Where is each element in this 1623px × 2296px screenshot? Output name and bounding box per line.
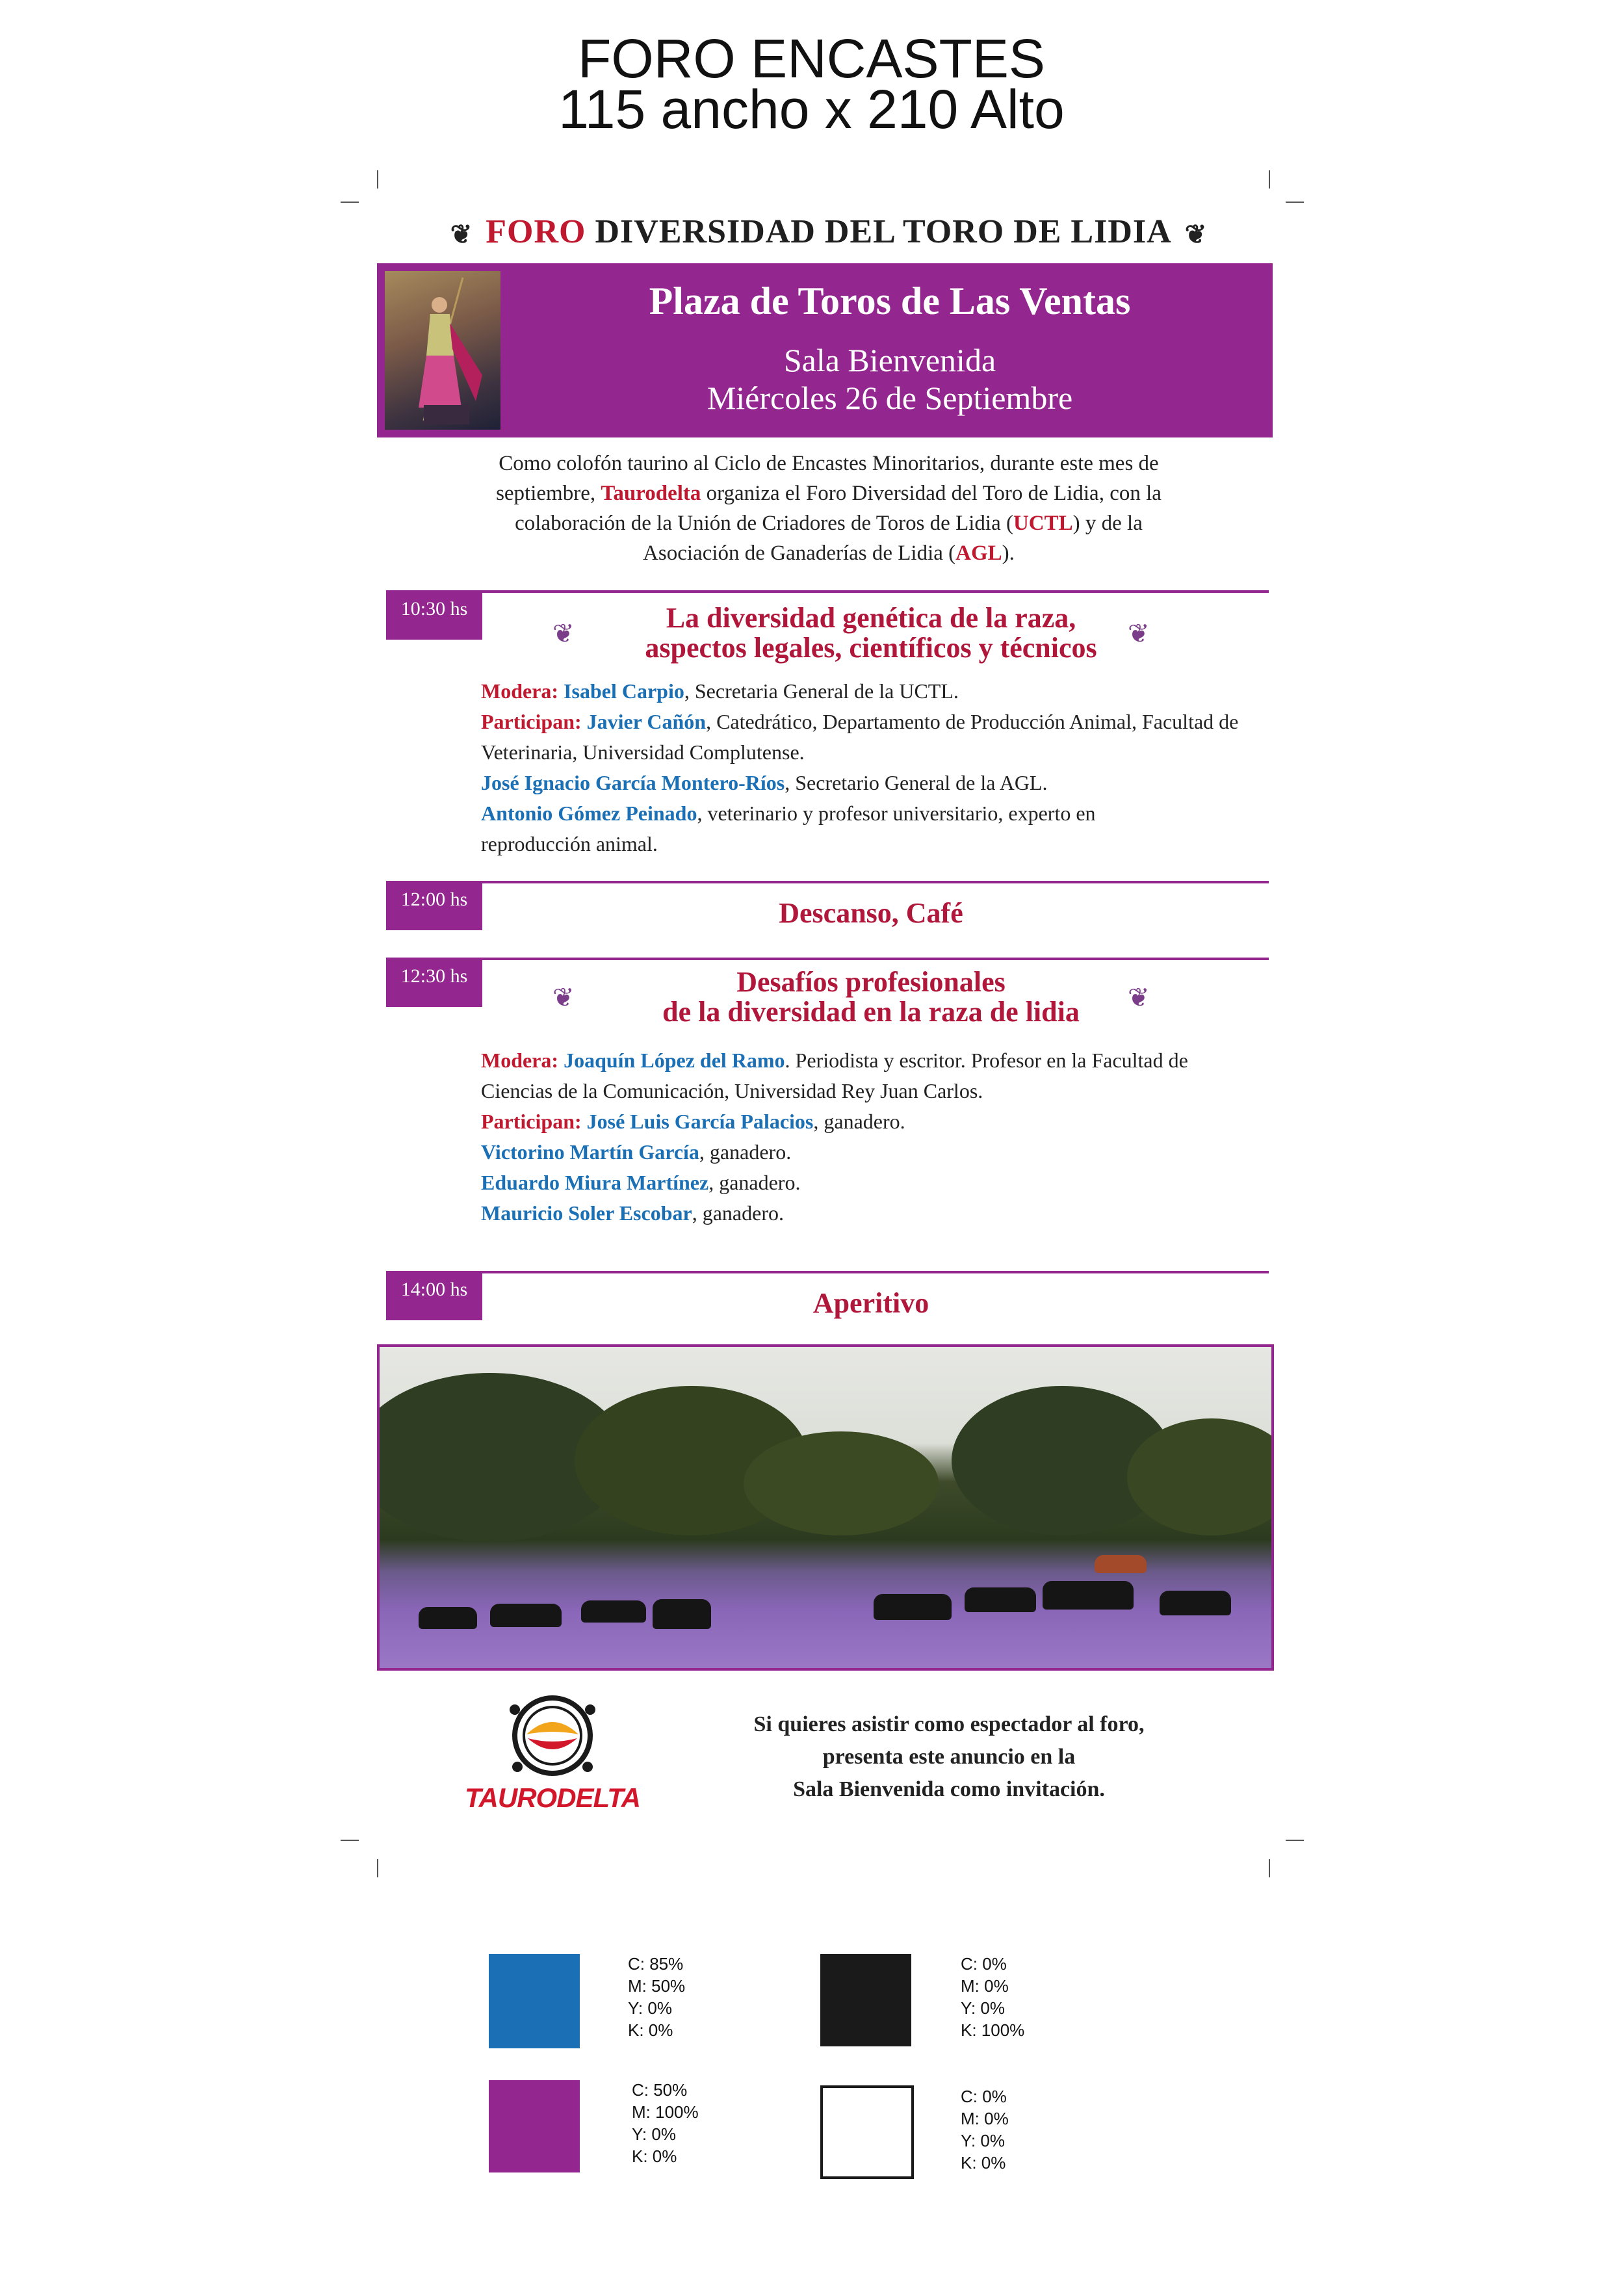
crop-mark	[1269, 170, 1270, 189]
logo-emblem-icon	[455, 1690, 650, 1788]
speaker-name: Isabel Carpio	[564, 679, 684, 703]
swatch-blue	[489, 1954, 580, 2048]
swatch-blue-label: C: 85% M: 50% Y: 0% K: 0%	[628, 1954, 686, 2040]
session2-time: 12:30 hs	[386, 958, 482, 1007]
session2-title-line1: Desafíos profesionales	[736, 966, 1006, 998]
speaker-name: Mauricio Soler Escobar	[481, 1201, 692, 1225]
brand-name: Taurodelta	[601, 482, 701, 505]
session1-title-line2: aspectos legales, científicos y técnicos	[645, 632, 1097, 664]
speaker-name: Javier Cañón	[586, 710, 707, 733]
foro-title	[377, 209, 1280, 255]
invitation-line: Si quieres asistir como espectador al foro,	[753, 1712, 1145, 1736]
bull	[653, 1607, 711, 1629]
bull	[1160, 1591, 1231, 1615]
speaker-name: Victorino Martín García	[481, 1140, 699, 1164]
moderator-label: Modera:	[481, 1049, 559, 1072]
speaker-name: Antonio Gómez Peinado	[481, 802, 697, 825]
flourish-icon: ❦	[1128, 983, 1150, 1012]
speaker-role: , ganadero.	[699, 1140, 792, 1164]
invitation-line: presenta este anuncio en la	[822, 1745, 1076, 1769]
session2-title	[546, 967, 1196, 1027]
crop-mark	[1286, 202, 1304, 203]
logo-text: TAURODELTA	[465, 1782, 640, 1813]
torero-figure	[385, 271, 500, 430]
intro-paragraph	[468, 449, 1189, 568]
swatch-white-label: C: 0% M: 0% Y: 0% K: 0%	[961, 2087, 1009, 2172]
bull	[1095, 1555, 1147, 1573]
session2-title-line2: de la diversidad en la raza de lidia	[662, 996, 1080, 1028]
participants-label: Participan:	[481, 710, 582, 733]
foro-title-rest: DIVERSIDAD DEL TORO DE LIDIA	[595, 213, 1172, 250]
ornament-icon: ❦	[1184, 220, 1208, 250]
bull	[419, 1607, 477, 1629]
crop-mark	[377, 1859, 378, 1877]
speaker-role: , ganadero.	[813, 1110, 905, 1133]
moderator-line	[481, 1045, 1248, 1106]
participant-line	[481, 768, 1248, 798]
break1-time: 12:00 hs	[386, 881, 482, 930]
crop-mark	[1286, 1840, 1304, 1841]
uctl-acronym: UCTL	[1013, 512, 1073, 535]
section-divider	[482, 958, 1269, 960]
participant-line	[481, 1168, 1248, 1198]
speaker-name: José Luis García Palacios	[586, 1110, 814, 1133]
banner-title: Plaza de Toros de Las Ventas	[649, 280, 1131, 322]
swatch-white	[820, 2085, 914, 2179]
invitation-text	[676, 1708, 1222, 1806]
bull	[581, 1600, 646, 1623]
section-divider	[482, 590, 1269, 593]
invitation-line: Sala Bienvenida como invitación.	[793, 1777, 1105, 1801]
swatch-black	[820, 1954, 911, 2046]
participants-label: Participan:	[481, 1110, 582, 1133]
participant-line	[481, 1106, 1248, 1137]
participant-line	[481, 707, 1248, 768]
bull	[965, 1587, 1036, 1612]
session1-title	[546, 603, 1196, 663]
crop-mark	[341, 202, 359, 203]
bull	[490, 1604, 562, 1627]
crop-mark	[377, 170, 378, 189]
speaker-role: , Catedrático, Departamento de Producción Animal, Facultad de Veterinaria, Universidad Complutense.	[481, 710, 1239, 764]
intro-text: Como colofón taurino al Ciclo de Encastes Minoritarios, durante este mes de septiembre,	[496, 452, 1159, 505]
crop-mark	[1269, 1859, 1270, 1877]
swatch-purple-label: C: 50% M: 100% Y: 0% K: 0%	[632, 2080, 699, 2166]
moderator-label: Modera:	[481, 679, 559, 703]
participant-line	[481, 1198, 1248, 1229]
session1-speakers	[481, 676, 1248, 859]
intro-text: organiza el Foro Diversidad del Toro de Lidia, con la colaboración de la Unión de Criadores de Toros de Lidia (	[515, 482, 1162, 535]
tree	[744, 1431, 939, 1535]
banner-room: Sala Bienvenida	[783, 342, 996, 378]
taurodelta-logo	[455, 1690, 650, 1827]
flourish-icon: ❦	[552, 983, 575, 1012]
participant-line	[481, 1137, 1248, 1168]
break2-title: Aperitivo	[812, 1287, 929, 1319]
session1-title-line1: La diversidad genética de la raza,	[666, 602, 1076, 634]
pasture-photo	[377, 1344, 1274, 1671]
foro-title-prefix: FORO	[486, 213, 586, 250]
agl-acronym: AGL	[955, 541, 1002, 565]
venue-banner	[377, 263, 1273, 437]
participant-line	[481, 798, 1176, 859]
speaker-role: , Secretaria General de la UCTL.	[684, 679, 959, 703]
intro-text: ) y de la Asociación de Ganaderías de Lidia (	[643, 512, 1143, 565]
swatch-purple	[489, 2080, 580, 2172]
intro-text: ).	[1002, 541, 1015, 565]
speaker-role: . Periodista y escritor. Profesor en la Facultad de Ciencias de la Comunicación, Universidad Rey Juan Carlos.	[481, 1049, 1188, 1102]
bull	[874, 1594, 952, 1620]
session1-time: 10:30 hs	[386, 590, 482, 640]
moderator-line	[481, 676, 1248, 707]
speaker-role: , ganadero.	[708, 1171, 801, 1194]
section-divider	[482, 881, 1269, 883]
job-title-line1: FORO ENCASTES	[578, 28, 1045, 89]
section-divider	[482, 1271, 1269, 1273]
speaker-name: José Ignacio García Montero-Ríos	[481, 771, 785, 794]
flourish-icon: ❦	[1128, 619, 1150, 648]
swatch-black-label: C: 0% M: 0% Y: 0% K: 100%	[961, 1954, 1025, 2040]
crop-mark	[341, 1840, 359, 1841]
speaker-name: Eduardo Miura Martínez	[481, 1171, 709, 1194]
speaker-role: , ganadero.	[692, 1201, 784, 1225]
flourish-icon: ❦	[552, 619, 575, 648]
speaker-name: Joaquín López del Ramo	[564, 1049, 785, 1072]
break2-time: 14:00 hs	[386, 1271, 482, 1320]
banner-date: Miércoles 26 de Septiembre	[707, 380, 1073, 416]
speaker-role: , veterinario y profesor universitario, experto en reproducción animal.	[481, 802, 1096, 855]
break1-title: Descanso, Café	[779, 897, 963, 929]
job-title-line2: 115 ancho x 210 Alto	[558, 79, 1065, 140]
ornament-icon: ❦	[450, 220, 473, 250]
session2-speakers	[481, 1045, 1248, 1229]
bull	[1043, 1581, 1134, 1610]
speaker-role: , Secretario General de la AGL.	[785, 771, 1048, 794]
torero-painting	[385, 271, 500, 430]
